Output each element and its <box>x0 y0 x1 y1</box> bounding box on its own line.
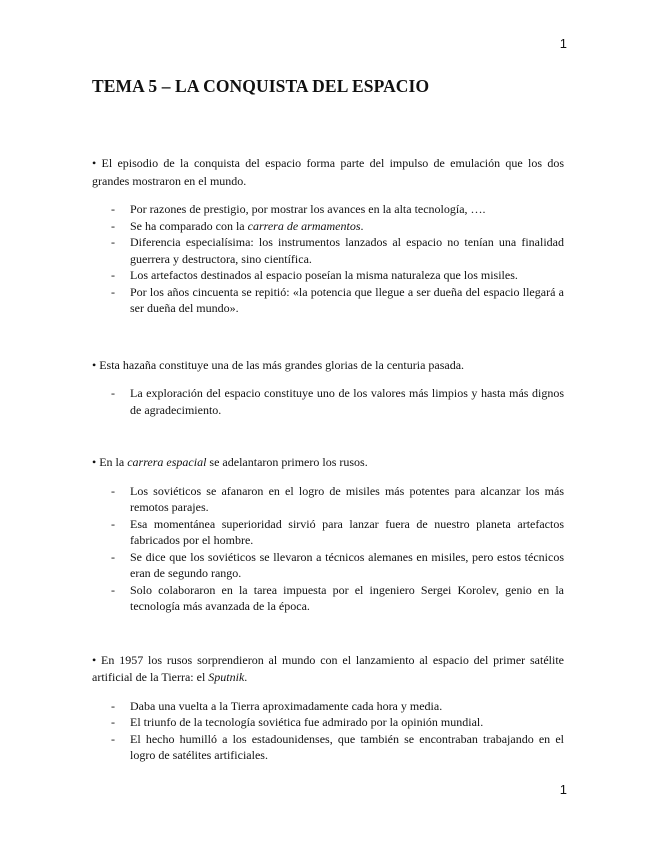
section-conquista-impulso <box>92 155 564 317</box>
intro-text-pre: • En la <box>92 455 128 469</box>
intro-text-post: . <box>244 670 248 684</box>
list-item: - El triunfo de la tecnología soviética fue admirado por la opinión mundial. <box>92 714 564 731</box>
section-intro: • El episodio de la conquista del espacio forma parte del impulso de emulación que los dos grandes mostraron en el mundo. <box>92 156 564 188</box>
page-number-bottom: 1 <box>559 782 567 797</box>
page-number-top: 1 <box>559 36 567 51</box>
intro-text-em: carrera espacial <box>127 455 207 469</box>
document-body <box>92 155 564 800</box>
dash-list <box>92 698 564 764</box>
section-hazana <box>92 357 564 419</box>
item-text-post: . <box>360 218 364 233</box>
page-title: TEMA 5 – LA CONQUISTA DEL ESPACIO <box>92 76 430 96</box>
section-intro <box>92 454 564 472</box>
dash-list <box>92 201 564 317</box>
section-intro: • Esta hazaña constituye una de las más grandes glorias de la centuria pasada. <box>92 357 465 372</box>
intro-text-pre: • En 1957 los rusos sorprendieron al mundo con el lanzamiento al espacio del primer satélite artificial de la Tierra: el <box>92 652 564 684</box>
list-item: - Por los años cincuenta se repitió: «la potencia que llegue a ser dueña del espacio llegará a ser dueña del mundo». <box>92 284 564 317</box>
item-text-em: carrera de armamentos <box>247 218 361 233</box>
list-item: - Los soviéticos se afanaron en el logro de misiles más potentes para alcanzar los más remotos parajes. <box>92 483 564 516</box>
list-item: - Solo colaboraron en la tarea impuesta por el ingeniero Sergei Korolev, genio en la tecnología más avanzada de la época. <box>92 582 564 615</box>
list-item: - Por razones de prestigio, por mostrar los avances en la alta tecnología, …. <box>92 201 564 218</box>
list-item: - Diferencia especialísima: los instrumentos lanzados al espacio no tenían una finalidad guerrera y destructora, sino científica. <box>92 234 564 267</box>
list-item: - Daba una vuelta a la Tierra aproximadamente cada hora y media. <box>92 698 564 715</box>
item-text-pre: Se ha comparado con la <box>130 218 248 233</box>
section-carrera-espacial <box>92 454 564 615</box>
list-item: - Esa momentánea superioridad sirvió para lanzar fuera de nuestro planeta artefactos fabricados por el hombre. <box>92 516 564 549</box>
section-sputnik <box>92 652 564 764</box>
section-intro <box>92 652 564 687</box>
list-item: - Se dice que los soviéticos se llevaron a técnicos alemanes en misiles, pero estos técnicos eran de segundo rango. <box>92 549 564 582</box>
list-item: - El hecho humilló a los estadounidenses, que también se encontraban trabajando en el logro de satélites artificiales. <box>92 731 564 764</box>
intro-text-em: Sputnik <box>208 670 245 684</box>
list-item: - La exploración del espacio constituye uno de los valores más limpios y hasta más dignos de agradecimiento. <box>92 385 564 418</box>
intro-text-post: se adelantaron primero los rusos. <box>206 455 368 469</box>
dash-list <box>92 385 564 418</box>
dash-list <box>92 483 564 615</box>
list-item: - Los artefactos destinados al espacio poseían la misma naturaleza que los misiles. <box>92 267 564 284</box>
list-item <box>92 218 564 235</box>
